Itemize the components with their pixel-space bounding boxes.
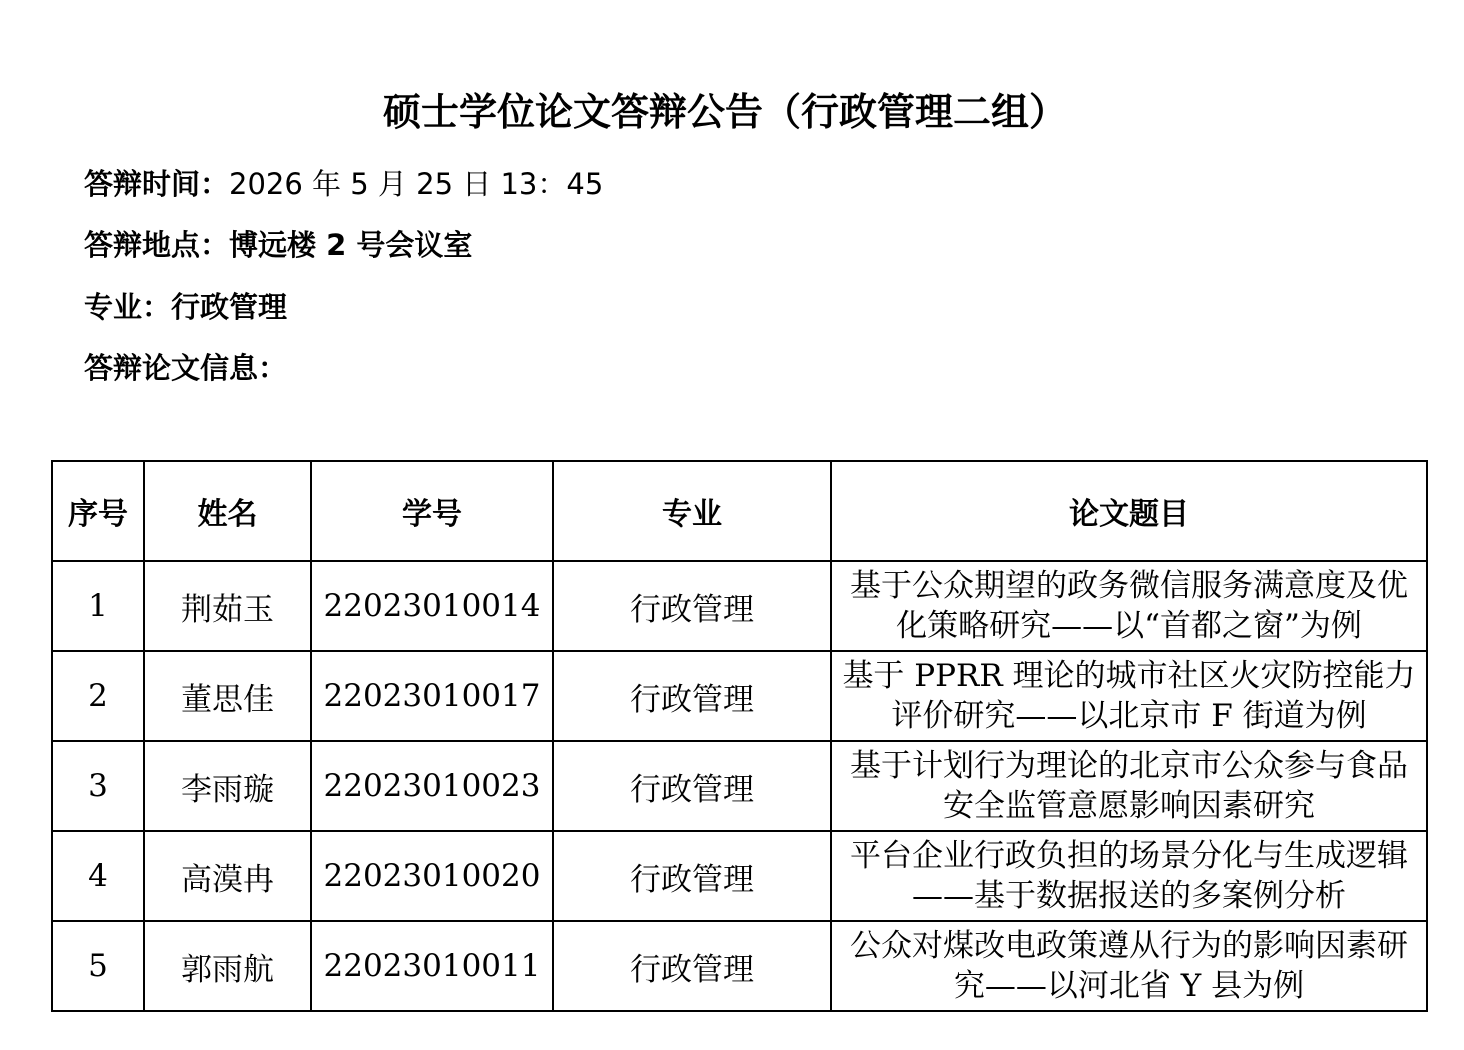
major-label: 专业： (84, 290, 172, 324)
cell-thesis-title (831, 741, 1427, 831)
cell-seq: 5 (52, 921, 144, 1011)
cell-student-id: 22023010014 (311, 561, 553, 651)
cell-seq: 4 (52, 831, 144, 921)
defense-place-line (84, 225, 472, 265)
page-title: 硕士学位论文答辩公告（行政管理二组） (382, 90, 1067, 134)
thesis-title-line: 公众对煤改电政策遵从行为的影响因素研 (850, 928, 1408, 964)
cell-thesis-title (831, 651, 1427, 741)
cell-thesis-title (831, 831, 1427, 921)
header-seq: 序号 (52, 461, 144, 561)
thesis-title-line: ——基于数据报送的多案例分析 (912, 878, 1346, 914)
header-major: 专业 (553, 461, 831, 561)
thesis-info-label: 答辩论文信息： (84, 351, 288, 385)
cell-name: 荆茹玉 (144, 561, 311, 651)
defense-place-value: 博远楼 2 号会议室 (229, 228, 473, 262)
cell-student-id: 22023010011 (311, 921, 553, 1011)
thesis-title-line: 基于公众期望的政务微信服务满意度及优 (850, 568, 1408, 604)
cell-student-id: 22023010023 (311, 741, 553, 831)
cell-name: 董思佳 (144, 651, 311, 741)
defense-time-line (84, 164, 603, 204)
cell-major: 行政管理 (553, 561, 831, 651)
defense-time-label: 答辩时间： (84, 167, 230, 201)
cell-student-id: 22023010017 (311, 651, 553, 741)
header-thesis-title: 论文题目 (831, 461, 1427, 561)
table-row (52, 651, 1427, 741)
table-row (52, 561, 1427, 651)
cell-name: 郭雨航 (144, 921, 311, 1011)
thesis-title-line: 究——以河北省 Y 县为例 (953, 968, 1305, 1004)
cell-thesis-title (831, 921, 1427, 1011)
cell-major: 行政管理 (553, 741, 831, 831)
defense-roster-table (51, 460, 1428, 1012)
thesis-title-line: 化策略研究——以“首都之窗”为例 (896, 608, 1362, 644)
table-header-row (52, 461, 1427, 561)
cell-seq: 3 (52, 741, 144, 831)
defense-time-value: 2026 年 5 月 25 日 13：45 (229, 167, 604, 201)
cell-major: 行政管理 (553, 921, 831, 1011)
cell-major: 行政管理 (553, 831, 831, 921)
header-name: 姓名 (144, 461, 311, 561)
cell-thesis-title (831, 561, 1427, 651)
thesis-title-line: 基于 PPRR 理论的城市社区火灾防控能力 (842, 658, 1416, 694)
table-row (52, 741, 1427, 831)
cell-student-id: 22023010020 (311, 831, 553, 921)
header-student-id: 学号 (311, 461, 553, 561)
thesis-title-line: 评价研究——以北京市 F 街道为例 (891, 698, 1367, 734)
table-row (52, 921, 1427, 1011)
cell-seq: 1 (52, 561, 144, 651)
cell-name: 李雨璇 (144, 741, 311, 831)
defense-place-label: 答辩地点： (84, 228, 230, 262)
cell-major: 行政管理 (553, 651, 831, 741)
major-value: 行政管理 (171, 290, 288, 324)
cell-name: 高漠冉 (144, 831, 311, 921)
thesis-title-line: 安全监管意愿影响因素研究 (943, 788, 1315, 824)
major-line (84, 287, 287, 327)
thesis-info-line (84, 348, 287, 388)
table-row (52, 831, 1427, 921)
cell-seq: 2 (52, 651, 144, 741)
thesis-title-line: 基于计划行为理论的北京市公众参与食品 (850, 748, 1408, 784)
thesis-title-line: 平台企业行政负担的场景分化与生成逻辑 (850, 838, 1408, 874)
